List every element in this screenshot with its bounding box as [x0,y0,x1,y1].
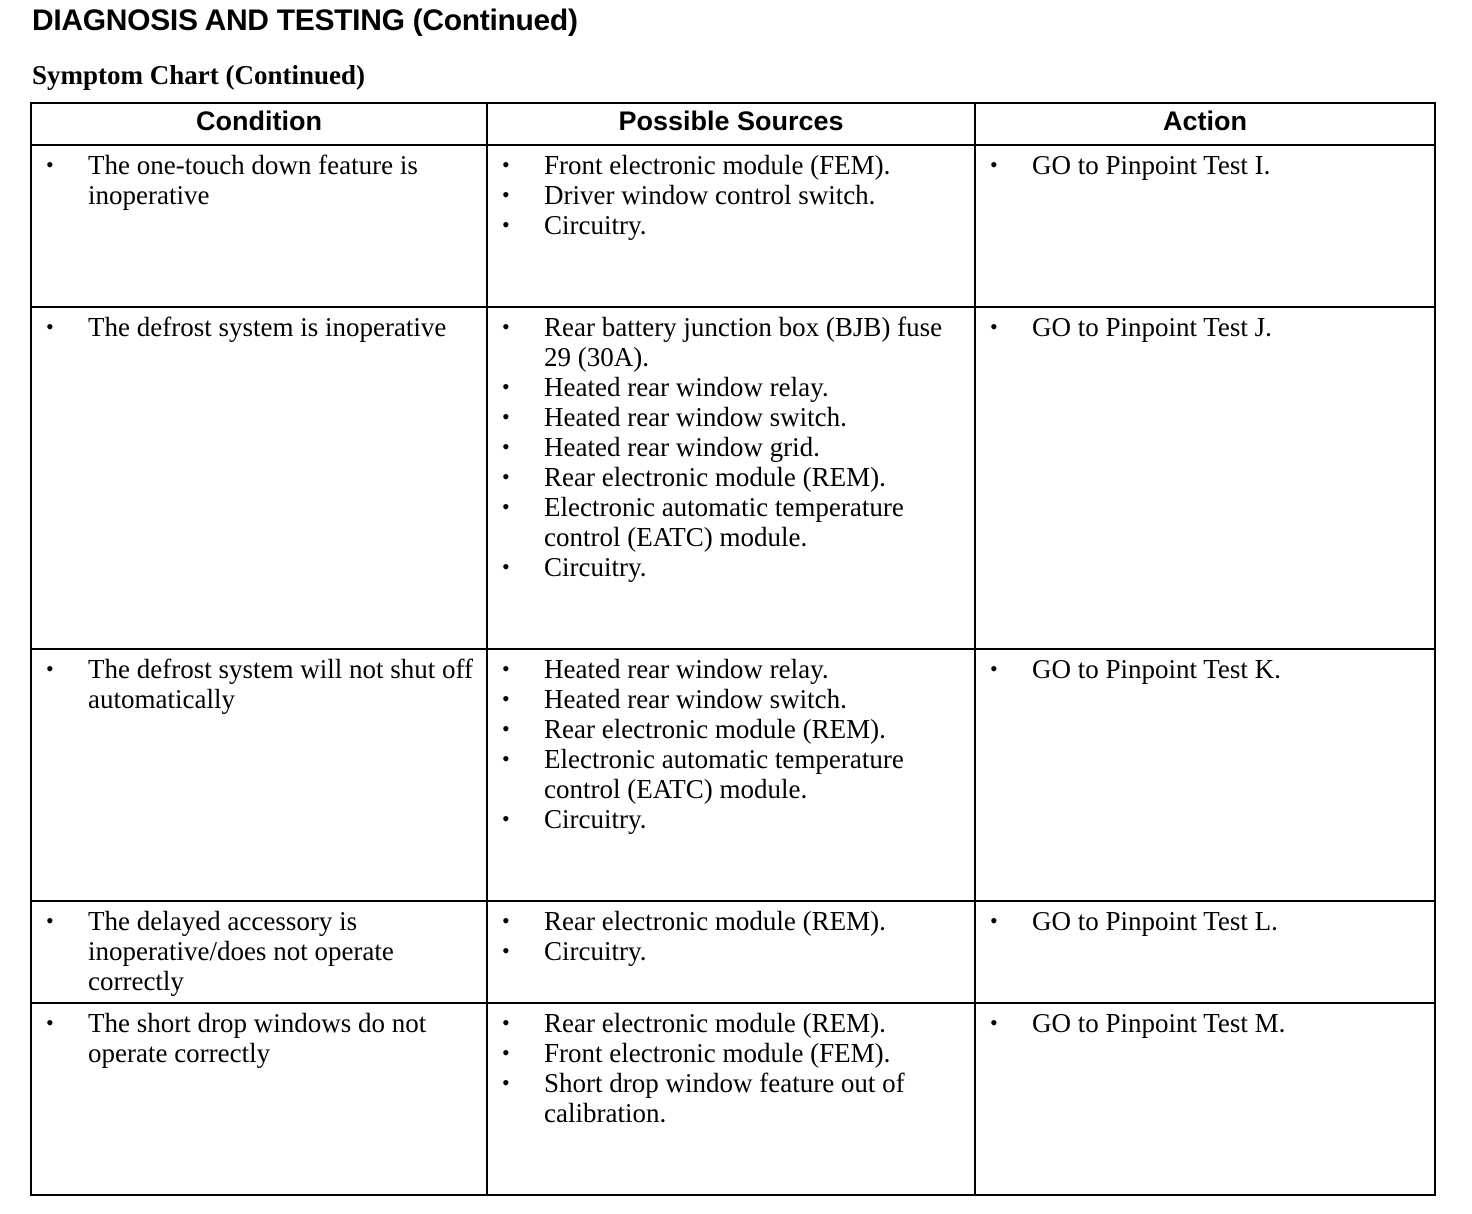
bullet: • [502,938,510,963]
list-item [990,312,1426,342]
action-text: GO to Pinpoint Test M. [1032,1008,1286,1038]
list-item [502,402,966,432]
source-text: Front electronic module (FEM). [544,1038,891,1068]
bullet: • [46,314,54,339]
column-header-action: Action [975,103,1435,145]
bullet: • [502,464,510,489]
list-item [46,1008,478,1068]
source-text: Short drop window feature out of calibration. [544,1068,905,1128]
condition-text: The defrost system will not shut off automatically [88,654,473,714]
list-item [502,552,966,582]
symptom-chart-table [30,102,1436,1196]
source-text: Front electronic module (FEM). [544,150,891,180]
source-text: Electronic automatic temperature control (EATC) module. [544,744,904,804]
list-item [990,906,1426,936]
bullet: • [502,494,510,519]
source-text: Driver window control switch. [544,180,876,210]
bullet: • [502,152,510,177]
action-text: GO to Pinpoint Test K. [1032,654,1281,684]
bullet: • [990,314,998,339]
header-row [31,103,1435,145]
list-item [502,654,966,684]
bullet: • [46,1010,54,1035]
source-text: Circuitry. [544,210,647,240]
list-item [502,1068,966,1128]
list-item [502,906,966,936]
sources-cell [487,145,975,307]
bullet: • [502,182,510,207]
source-text: Rear electronic module (REM). [544,906,886,936]
source-text: Circuitry. [544,552,647,582]
column-header-possible-sources: Possible Sources [487,103,975,145]
list-item [502,150,966,180]
source-text: Rear electronic module (REM). [544,1008,886,1038]
bullet: • [502,1070,510,1095]
action-cell [975,1003,1435,1195]
list-item [502,684,966,714]
bullet: • [502,1040,510,1065]
condition-text: The defrost system is inoperative [88,312,447,342]
bullet: • [502,908,510,933]
list-item [990,1008,1426,1038]
source-text: Heated rear window switch. [544,402,847,432]
chart-title: Symptom Chart (Continued) [32,60,366,90]
list-item [502,1008,966,1038]
bullet: • [990,656,998,681]
bullet: • [502,656,510,681]
source-text: Heated rear window relay. [544,372,829,402]
source-text: Electronic automatic temperature control (EATC) module. [544,492,904,552]
source-text: Rear electronic module (REM). [544,714,886,744]
bullet: • [990,152,998,177]
list-item [46,906,478,996]
bullet: • [502,434,510,459]
sources-cell [487,901,975,1003]
bullet: • [502,806,510,831]
list-item [502,744,966,804]
condition-cell [31,1003,487,1195]
list-item [502,462,966,492]
bullet: • [502,374,510,399]
list-item [502,714,966,744]
action-cell [975,145,1435,307]
bullet: • [46,152,54,177]
table-row [31,307,1435,649]
list-item [46,654,478,714]
list-item [502,936,966,966]
condition-text: The short drop windows do not operate correctly [88,1008,427,1068]
action-cell [975,901,1435,1003]
source-text: Heated rear window switch. [544,684,847,714]
action-cell [975,307,1435,649]
list-item [502,432,966,462]
bullet: • [502,212,510,237]
list-item [502,1038,966,1068]
bullet: • [502,404,510,429]
table-row [31,649,1435,901]
table-row [31,901,1435,1003]
bullet: • [502,716,510,741]
list-item [46,150,478,210]
action-text: GO to Pinpoint Test L. [1032,906,1278,936]
bullet: • [46,656,54,681]
list-item [502,372,966,402]
source-text: Rear electronic module (REM). [544,462,886,492]
bullet: • [502,314,510,339]
list-item [990,654,1426,684]
list-item [502,804,966,834]
list-item [502,180,966,210]
condition-cell [31,145,487,307]
column-header-condition: Condition [31,103,487,145]
action-text: GO to Pinpoint Test I. [1032,150,1271,180]
list-item [502,312,966,372]
bullet: • [502,1010,510,1035]
source-text: Rear battery junction box (BJB) fuse 29 (30A). [544,312,943,372]
bullet: • [502,746,510,771]
list-item [502,210,966,240]
source-text: Heated rear window relay. [544,654,829,684]
bullet: • [502,686,510,711]
condition-text: The one-touch down feature is inoperative [88,150,418,210]
condition-text: The delayed accessory is inoperative/does not operate correctly [88,906,394,996]
action-cell [975,649,1435,901]
condition-cell [31,649,487,901]
condition-cell [31,901,487,1003]
bullet: • [990,1010,998,1035]
bullet: • [502,554,510,579]
table-row [31,145,1435,307]
page-heading: DIAGNOSIS AND TESTING (Continued) [32,4,578,37]
sources-cell [487,1003,975,1195]
bullet: • [46,908,54,933]
sources-cell [487,307,975,649]
list-item [990,150,1426,180]
source-text: Circuitry. [544,936,647,966]
sources-cell [487,649,975,901]
source-text: Circuitry. [544,804,647,834]
list-item [502,492,966,552]
bullet: • [990,908,998,933]
table-row [31,1003,1435,1195]
condition-cell [31,307,487,649]
list-item [46,312,478,342]
source-text: Heated rear window grid. [544,432,820,462]
action-text: GO to Pinpoint Test J. [1032,312,1272,342]
